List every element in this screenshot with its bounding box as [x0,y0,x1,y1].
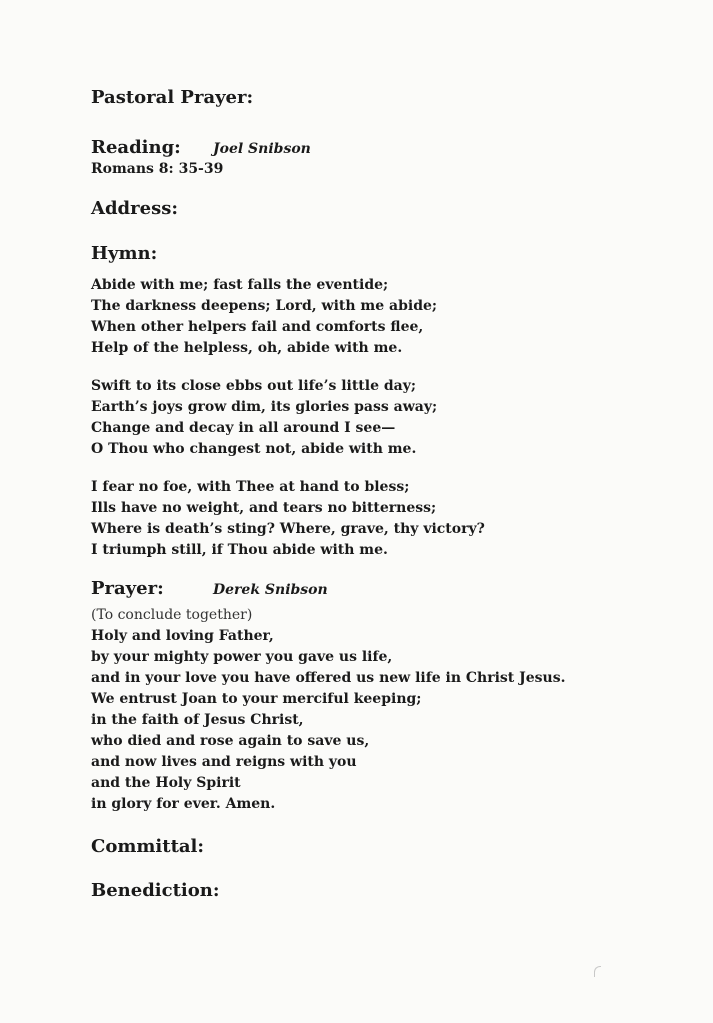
prayer-line: and the Holy Spirit [91,775,241,791]
reading-heading: Reading: [91,137,181,158]
hymn-line: Change and decay in all around I see— [91,420,396,436]
prayer-leader-name: Derek Snibson [213,582,328,598]
prayer-line: Holy and loving Father, [91,628,274,644]
hymn-verse-1 [91,275,691,359]
hymn-line: Swift to its close ebbs out life’s little day; [91,378,417,394]
prayer-text [91,626,691,815]
hymn-line: I fear no foe, with Thee at hand to bless; [91,479,410,495]
reading-heading-row [91,136,691,160]
hymn-line: O Thou who changest not, abide with me. [91,441,417,457]
prayer-line: who died and rose again to save us, [91,733,370,749]
hymn-heading: Hymn: [91,243,158,264]
prayer-heading: Prayer: [91,578,164,599]
prayer-heading-row [91,577,691,601]
prayer-line: We entrust Joan to your merciful keeping; [91,691,422,707]
prayer-line: in glory for ever. Amen. [91,796,276,812]
hymn-line: Where is death’s sting? Where, grave, thy victory? [91,521,485,537]
prayer-line: and now lives and reigns with you [91,754,357,770]
hymn-line: Help of the helpless, oh, abide with me. [91,340,403,356]
prayer-line: and in your love you have offered us new life in Christ Jesus. [91,670,566,686]
hymn-line: Earth’s joys grow dim, its glories pass away; [91,399,438,415]
prayer-line: by your mighty power you gave us life, [91,649,393,665]
hymn-line: The darkness deepens; Lord, with me abide; [91,298,438,314]
pastoral-prayer-heading: Pastoral Prayer: [91,87,254,108]
hymn-line: Ills have no weight, and tears no bitterness; [91,500,437,516]
hymn-verse-3 [91,477,691,561]
hymn-verse-2 [91,376,691,460]
prayer-instruction: (To conclude together) [91,607,253,623]
address-heading: Address: [91,198,178,219]
hymn-line: Abide with me; fast falls the eventide; [91,277,389,293]
reading-reader-name: Joel Snibson [213,141,311,157]
hymn-line: I triumph still, if Thou abide with me. [91,542,388,558]
hymn-line: When other helpers fail and comforts flee, [91,319,424,335]
prayer-line: in the faith of Jesus Christ, [91,712,304,728]
benediction-heading: Benediction: [91,880,220,901]
committal-heading: Committal: [91,836,205,857]
reading-reference: Romans 8: 35-39 [91,161,224,177]
service-content [91,86,691,903]
paper-blemish [594,966,601,977]
